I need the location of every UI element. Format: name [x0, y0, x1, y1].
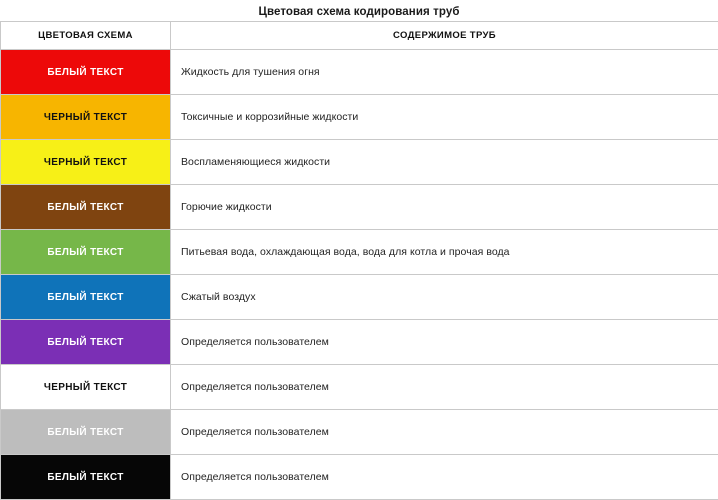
- table-row: [1, 365, 718, 410]
- color-swatch-white: [1, 365, 171, 410]
- pipe-contents-cell: Определяется пользователем: [171, 365, 718, 410]
- color-swatch-label: БЕЛЫЙ ТЕКСТ: [1, 292, 170, 303]
- table-row: [1, 50, 718, 95]
- color-swatch-label: БЕЛЫЙ ТЕКСТ: [1, 247, 170, 258]
- pipe-contents-cell: Определяется пользователем: [171, 410, 718, 455]
- table-body: [1, 50, 718, 500]
- table-header: [1, 22, 718, 50]
- table-row: [1, 320, 718, 365]
- pipe-contents-cell: Воспламеняющиеся жидкости: [171, 140, 718, 185]
- column-header-pipe-contents: СОДЕРЖИМОЕ ТРУБ: [171, 22, 718, 50]
- color-swatch-red: [1, 50, 171, 95]
- pipe-contents-cell: Токсичные и коррозийные жидкости: [171, 95, 718, 140]
- color-swatch-brown: [1, 185, 171, 230]
- table-row: [1, 455, 718, 500]
- pipe-contents-cell: Питьевая вода, охлаждающая вода, вода для котла и прочая вода: [171, 230, 718, 275]
- pipe-contents-cell: Определяется пользователем: [171, 455, 718, 500]
- table-header-row: [1, 22, 718, 50]
- color-swatch-label: БЕЛЫЙ ТЕКСТ: [1, 67, 170, 78]
- color-swatch-orange: [1, 95, 171, 140]
- color-swatch-label: БЕЛЫЙ ТЕКСТ: [1, 202, 170, 213]
- pipe-contents-cell: Горючие жидкости: [171, 185, 718, 230]
- color-swatch-green: [1, 230, 171, 275]
- table-row: [1, 275, 718, 320]
- table-row: [1, 410, 718, 455]
- color-swatch-purple: [1, 320, 171, 365]
- color-swatch-label: БЕЛЫЙ ТЕКСТ: [1, 472, 170, 483]
- color-swatch-yellow: [1, 140, 171, 185]
- color-swatch-label: ЧЕРНЫЙ ТЕКСТ: [1, 382, 170, 393]
- pipe-contents-cell: Определяется пользователем: [171, 320, 718, 365]
- table-row: [1, 185, 718, 230]
- table-row: [1, 230, 718, 275]
- pipe-color-code-table: [0, 21, 718, 500]
- page-title: Цветовая схема кодирования труб: [0, 0, 718, 21]
- color-swatch-label: БЕЛЫЙ ТЕКСТ: [1, 337, 170, 348]
- color-swatch-blue: [1, 275, 171, 320]
- color-swatch-black: [1, 455, 171, 500]
- table-row: [1, 95, 718, 140]
- pipe-contents-cell: Сжатый воздух: [171, 275, 718, 320]
- color-swatch-label: БЕЛЫЙ ТЕКСТ: [1, 427, 170, 438]
- color-swatch-label: ЧЕРНЫЙ ТЕКСТ: [1, 112, 170, 123]
- color-swatch-label: ЧЕРНЫЙ ТЕКСТ: [1, 157, 170, 168]
- color-swatch-gray: [1, 410, 171, 455]
- pipe-contents-cell: Жидкость для тушения огня: [171, 50, 718, 95]
- table-row: [1, 140, 718, 185]
- column-header-color-scheme: ЦВЕТОВАЯ СХЕМА: [1, 22, 171, 50]
